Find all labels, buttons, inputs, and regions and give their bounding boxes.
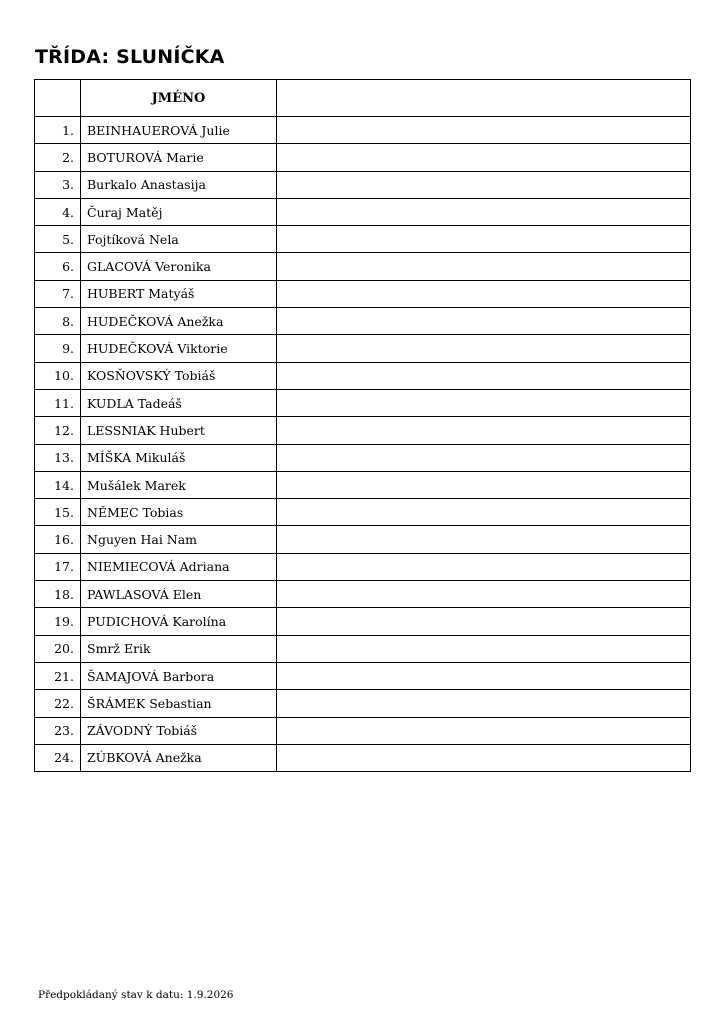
empty-cell (277, 744, 691, 771)
child-name: ZÁVODNÝ Tobiáš (81, 717, 277, 744)
empty-cell (277, 662, 691, 689)
table-row (35, 581, 691, 608)
row-number: 23. (35, 717, 81, 744)
row-number: 12. (35, 417, 81, 444)
child-name: ZÚBKOVÁ Anežka (81, 744, 277, 771)
row-number: 22. (35, 690, 81, 717)
row-number: 20. (35, 635, 81, 662)
table-header-row (35, 80, 691, 117)
row-number: 19. (35, 608, 81, 635)
child-name: GLACOVÁ Veronika (81, 253, 277, 280)
empty-cell (277, 308, 691, 335)
empty-cell (277, 635, 691, 662)
empty-cell (277, 362, 691, 389)
empty-cell (277, 335, 691, 362)
row-number: 1. (35, 117, 81, 144)
table-row (35, 526, 691, 553)
child-name: BEINHAUEROVÁ Julie (81, 117, 277, 144)
row-number: 24. (35, 744, 81, 771)
row-number: 5. (35, 226, 81, 253)
empty-cell (277, 608, 691, 635)
table-row (35, 362, 691, 389)
row-number: 8. (35, 308, 81, 335)
header-number (35, 80, 81, 117)
table-row (35, 417, 691, 444)
empty-cell (277, 499, 691, 526)
empty-cell (277, 280, 691, 307)
row-number: 16. (35, 526, 81, 553)
child-name: HUDEČKOVÁ Anežka (81, 308, 277, 335)
child-name: NIEMIECOVÁ Adriana (81, 553, 277, 580)
empty-cell (277, 526, 691, 553)
empty-cell (277, 471, 691, 498)
empty-cell (277, 171, 691, 198)
table-row (35, 608, 691, 635)
child-name: BOTUROVÁ Marie (81, 144, 277, 171)
table-row (35, 744, 691, 771)
table-row (35, 253, 691, 280)
empty-cell (277, 717, 691, 744)
table-row (35, 553, 691, 580)
child-name: KUDLA Tadeáš (81, 389, 277, 416)
empty-cell (277, 389, 691, 416)
row-number: 2. (35, 144, 81, 171)
table-row (35, 662, 691, 689)
child-name: PUDICHOVÁ Karolína (81, 608, 277, 635)
row-number: 14. (35, 471, 81, 498)
header-name: JMÉNO (81, 80, 277, 117)
row-number: 18. (35, 581, 81, 608)
empty-cell (277, 553, 691, 580)
child-name: KOSŇOVSKÝ Tobiáš (81, 362, 277, 389)
empty-cell (277, 581, 691, 608)
table-row (35, 717, 691, 744)
page-title: TŘÍDA: SLUNÍČKA (35, 46, 225, 68)
table-row (35, 226, 691, 253)
row-number: 17. (35, 553, 81, 580)
child-name: Nguyen Hai Nam (81, 526, 277, 553)
table-row (35, 389, 691, 416)
row-number: 4. (35, 198, 81, 225)
child-name: PAWLASOVÁ Elen (81, 581, 277, 608)
table-row (35, 635, 691, 662)
empty-cell (277, 117, 691, 144)
empty-cell (277, 417, 691, 444)
empty-cell (277, 198, 691, 225)
table-row (35, 117, 691, 144)
row-number: 3. (35, 171, 81, 198)
table-row (35, 198, 691, 225)
table-row (35, 444, 691, 471)
child-name: ŠAMAJOVÁ Barbora (81, 662, 277, 689)
table-row (35, 335, 691, 362)
table-row (35, 690, 691, 717)
child-name: HUDEČKOVÁ Viktorie (81, 335, 277, 362)
roster-table (34, 79, 691, 772)
child-name: NĚMEC Tobias (81, 499, 277, 526)
row-number: 9. (35, 335, 81, 362)
row-number: 10. (35, 362, 81, 389)
table-body (35, 117, 691, 772)
row-number: 11. (35, 389, 81, 416)
table-row (35, 308, 691, 335)
table-row (35, 144, 691, 171)
empty-cell (277, 144, 691, 171)
row-number: 15. (35, 499, 81, 526)
table-row (35, 471, 691, 498)
child-name: Mušálek Marek (81, 471, 277, 498)
table-row (35, 280, 691, 307)
child-name: MÍŠKA Mikuláš (81, 444, 277, 471)
child-name: Smrž Erik (81, 635, 277, 662)
row-number: 7. (35, 280, 81, 307)
child-name: Fojtíková Nela (81, 226, 277, 253)
empty-cell (277, 226, 691, 253)
child-name: Burkalo Anastasija (81, 171, 277, 198)
empty-cell (277, 253, 691, 280)
empty-cell (277, 690, 691, 717)
empty-cell (277, 444, 691, 471)
row-number: 6. (35, 253, 81, 280)
footer-note: Předpokládaný stav k datu: 1.9.2026 (38, 989, 234, 1001)
child-name: Čuraj Matěj (81, 198, 277, 225)
child-name: ŠRÁMEK Sebastian (81, 690, 277, 717)
row-number: 13. (35, 444, 81, 471)
row-number: 21. (35, 662, 81, 689)
header-extra (277, 80, 691, 117)
child-name: LESSNIAK Hubert (81, 417, 277, 444)
child-name: HUBERT Matyáš (81, 280, 277, 307)
table-row (35, 171, 691, 198)
table-row (35, 499, 691, 526)
